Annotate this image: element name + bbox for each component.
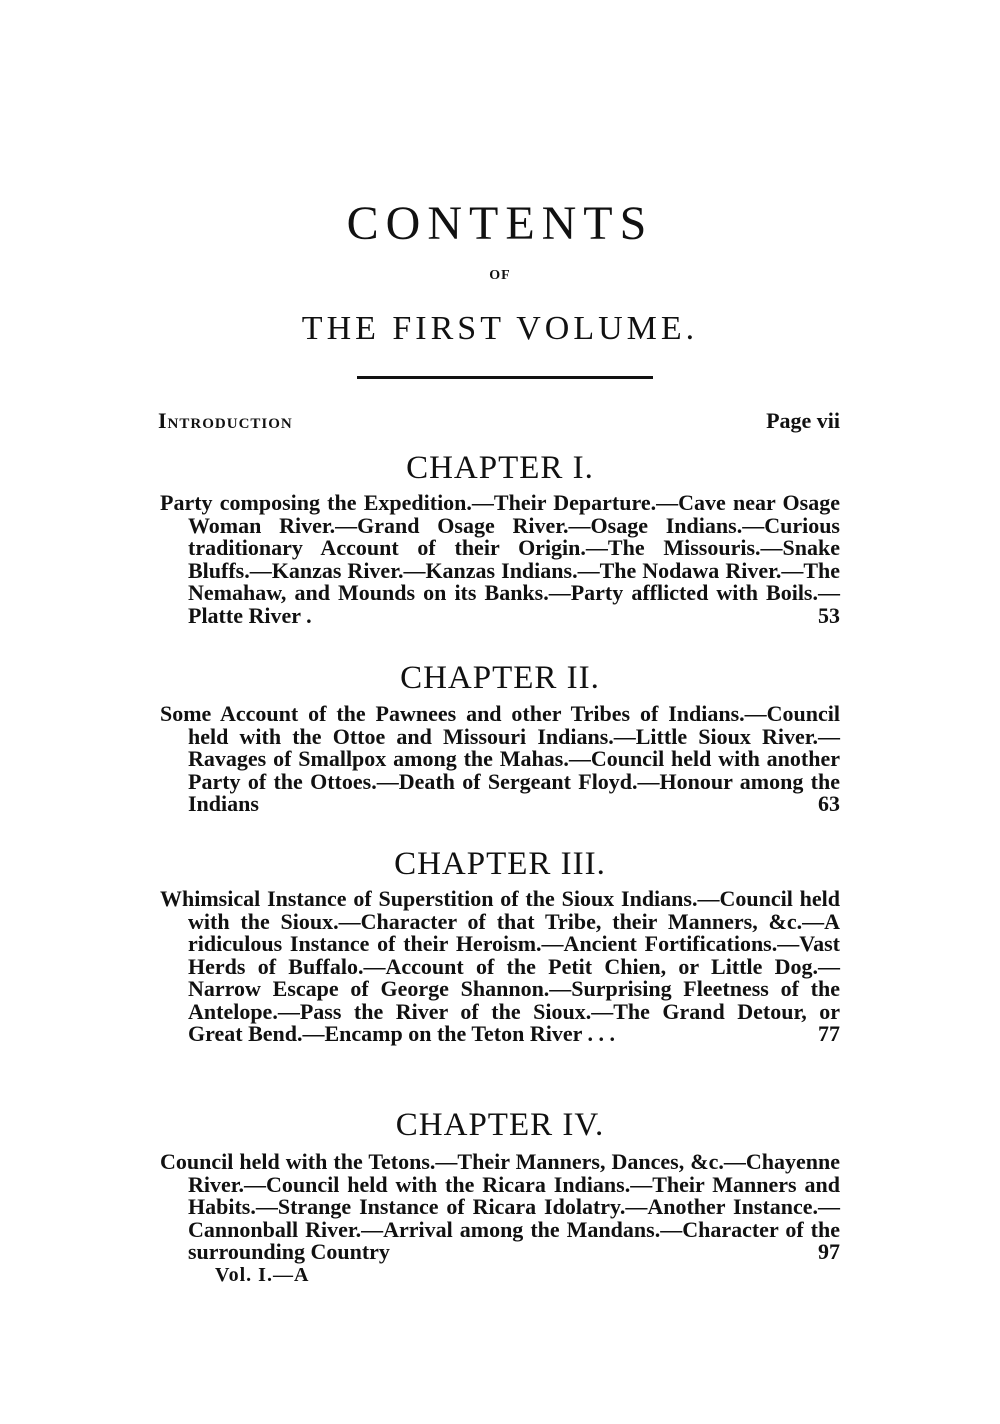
chapter-4-heading: CHAPTER IV.: [395, 1107, 605, 1143]
chapter-4-summary: [160, 1151, 840, 1264]
introduction-page: Page vii: [766, 408, 840, 433]
chapter-3-text: Whimsical Instance of Superstition of the Sioux Indians.—Council held with the Sioux.—Character of that Tribe, their Manners, &c.—A ridiculous Instance of their Heroism.—Ancient Fortifications.—Vast Herds of Buffalo.—Account of the Petit Chien, or Little Dog.—Narrow Escape of George Shannon.—Surprising Fleetness of the Antelope.—Pass the River of the Sioux.—The Grand Detour, or Great Bend.—Encamp on the Teton River . . .: [160, 886, 840, 1046]
chapter-2-heading: CHAPTER II.: [400, 660, 600, 696]
chapter-3-heading: CHAPTER III.: [394, 846, 606, 882]
chapter-4-text: Council held with the Tetons.—Their Manners, Dances, &c.—Chayenne River.—Council held with the Ricara Indians.—Their Manners and Habits.—Strange Instance of Ricara Idolatry.—Another Instance.—Cannonball River.—Arrival among the Mandans.—Character of the surrounding Country: [160, 1149, 840, 1264]
chapter-2-summary: [160, 703, 840, 816]
chapter-1-summary: [160, 492, 840, 627]
chapter-1-page: 53: [818, 602, 840, 628]
volume-subtitle: THE FIRST VOLUME.: [301, 310, 699, 347]
signature-mark: Vol. I.—A: [215, 1264, 310, 1286]
introduction-label: Introduction: [158, 408, 293, 433]
chapter-3-page: 77: [818, 1021, 840, 1046]
chapter-2-page: 63: [818, 791, 840, 816]
chapter-4-page: 97: [818, 1239, 840, 1264]
chapter-1-heading: CHAPTER I.: [406, 450, 594, 486]
of-line: OF: [489, 268, 511, 283]
introduction-entry: [158, 408, 840, 434]
title-divider: [357, 376, 653, 379]
contents-title: CONTENTS: [346, 197, 654, 250]
chapter-1-text: Party composing the Expedition.—Their Departure.—Cave near Osage Woman River.—Grand Osage River.—Osage Indians.—Curious traditionary Account of their Origin.—The Missouris.—Snake Bluffs.—Kanzas River.—Kanzas Indians.—The Nodawa River.—The Nemahaw, and Mounds on its Banks.—Party afflicted with Boils.—Platte River .: [160, 490, 840, 628]
chapter-2-text: Some Account of the Pawnees and other Tribes of Indians.—Council held with the Ottoe and Missouri Indians.—Little Sioux River.—Ravages of Smallpox among the Mahas.—Council held with another Party of the Ottoes.—Death of Sergeant Floyd.—Honour among the Indians: [160, 701, 840, 816]
chapter-3-summary: [160, 888, 840, 1046]
